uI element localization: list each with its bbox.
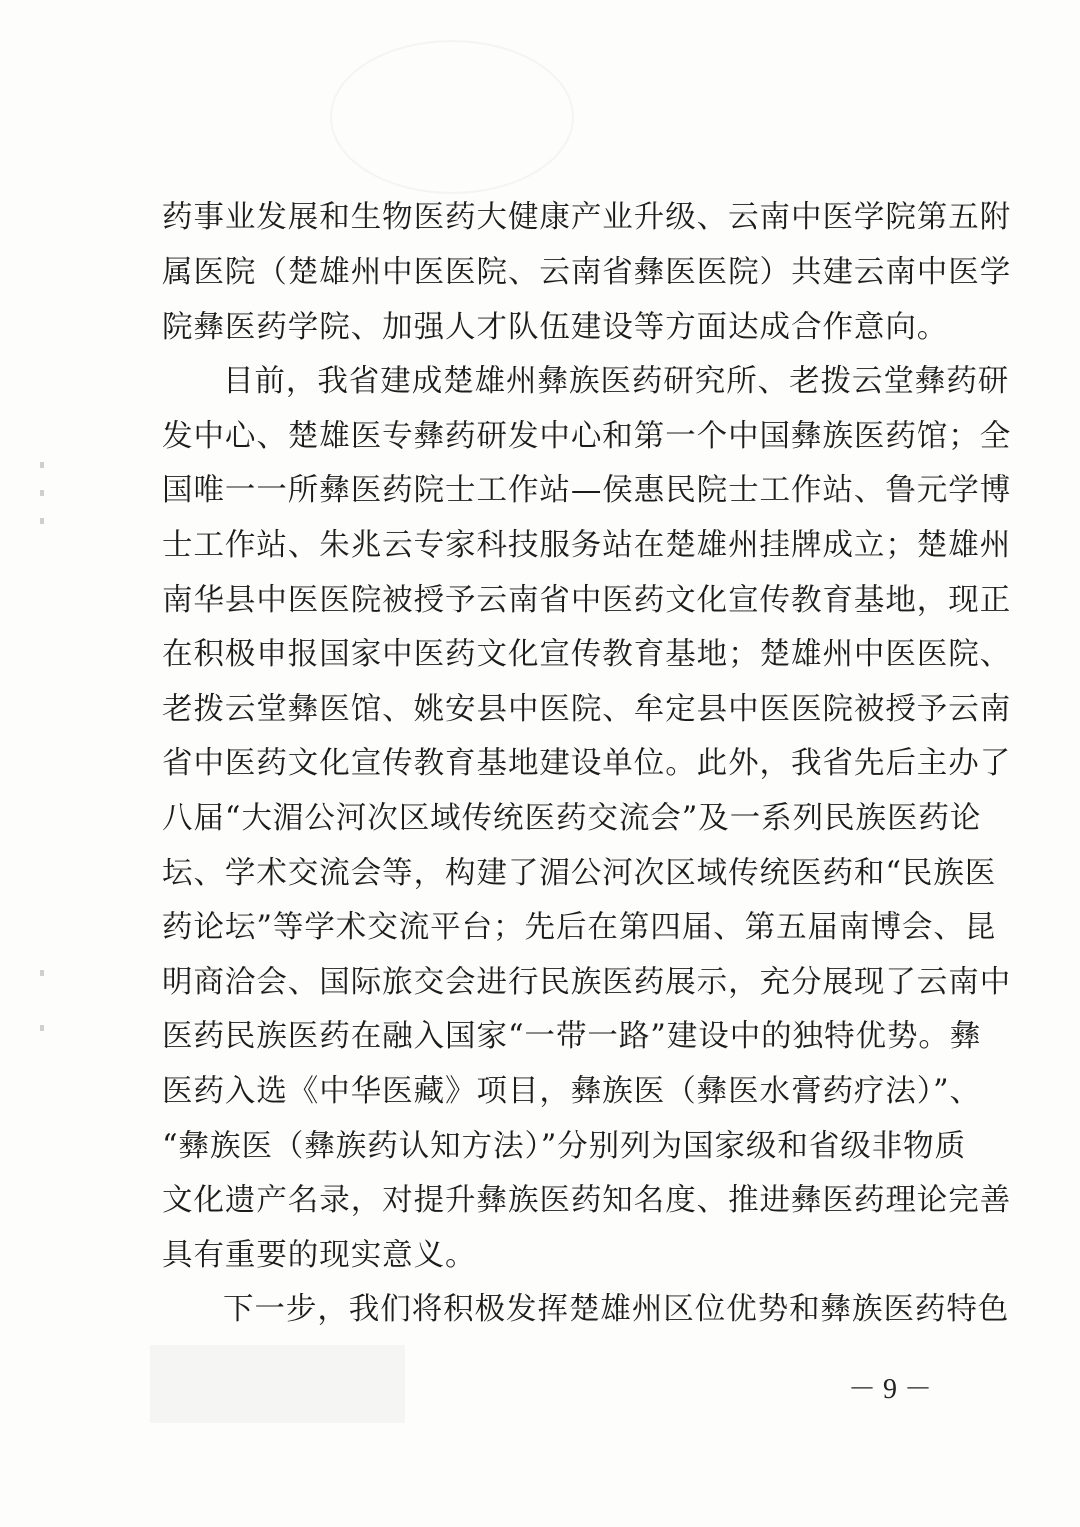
scan-artifact	[40, 490, 44, 496]
body-text-line: 药事业发展和生物医药大健康产业升级、云南中医学院第五附	[162, 200, 1012, 235]
body-text-line: 医药民族医药在融入国家“一带一路”建设中的独特优势。彝	[162, 1019, 982, 1054]
body-text-line: 药论坛”等学术交流平台；先后在第四届、第五届南博会、昆	[162, 910, 997, 945]
body-text-line: 国唯一一所彝医药院士工作站—侯惠民院士工作站、鲁元学博	[162, 473, 1012, 508]
stamp-bleed-through	[330, 40, 574, 194]
body-text-line: 院彝医药学院、加强人才队伍建设等方面达成合作意向。	[162, 310, 949, 345]
back-page-bleed-through	[150, 1345, 405, 1423]
body-text-line: 八届“大湄公河次区域传统医药交流会”及一系列民族医药论	[162, 801, 982, 836]
paragraph-start-line: 目前，我省建成楚雄州彝族医药研究所、老拨云堂彝药研	[223, 364, 1010, 399]
scan-artifact	[40, 518, 44, 524]
body-text-line: 明商洽会、国际旅交会进行民族医药展示，充分展现了云南中	[162, 965, 1012, 1000]
body-text-line: 具有重要的现实意义。	[162, 1238, 477, 1273]
body-text-line: 属医院（楚雄州中医医院、云南省彝医医院）共建云南中医学	[162, 255, 1012, 290]
body-text-line: 发中心、楚雄医专彝药研发中心和第一个中国彝族医药馆；全	[162, 419, 1012, 454]
body-text-line: 坛、学术交流会等，构建了湄公河次区域传统医药和“民族医	[162, 856, 997, 891]
scan-artifact	[40, 1025, 44, 1031]
body-text-line: 士工作站、朱兆云专家科技服务站在楚雄州挂牌成立；楚雄州	[162, 528, 1012, 563]
body-text-line: 南华县中医医院被授予云南省中医药文化宣传教育基地，现正	[162, 583, 1012, 618]
page-number: － 9 －	[848, 1374, 933, 1405]
body-text-line: 省中医药文化宣传教育基地建设单位。此外，我省先后主办了	[162, 746, 1012, 781]
body-text-line: 医药入选《中华医藏》项目，彝族医（彝医水膏药疗法）”、	[162, 1074, 981, 1109]
scan-artifact	[40, 970, 44, 976]
body-text-line: 在积极申报国家中医药文化宣传教育基地；楚雄州中医医院、	[162, 637, 1012, 672]
body-text-line: 老拨云堂彝医馆、姚安县中医院、牟定县中医医院被授予云南	[162, 692, 1012, 727]
body-text-line: “彝族医（彝族药认知方法）”分别列为国家级和省级非物质	[162, 1129, 967, 1164]
body-text-line: 文化遗产名录，对提升彝族医药知名度、推进彝医药理论完善	[162, 1183, 1012, 1218]
scan-artifact	[40, 462, 44, 468]
paragraph-start-line: 下一步，我们将积极发挥楚雄州区位优势和彝族医药特色	[223, 1292, 1010, 1327]
